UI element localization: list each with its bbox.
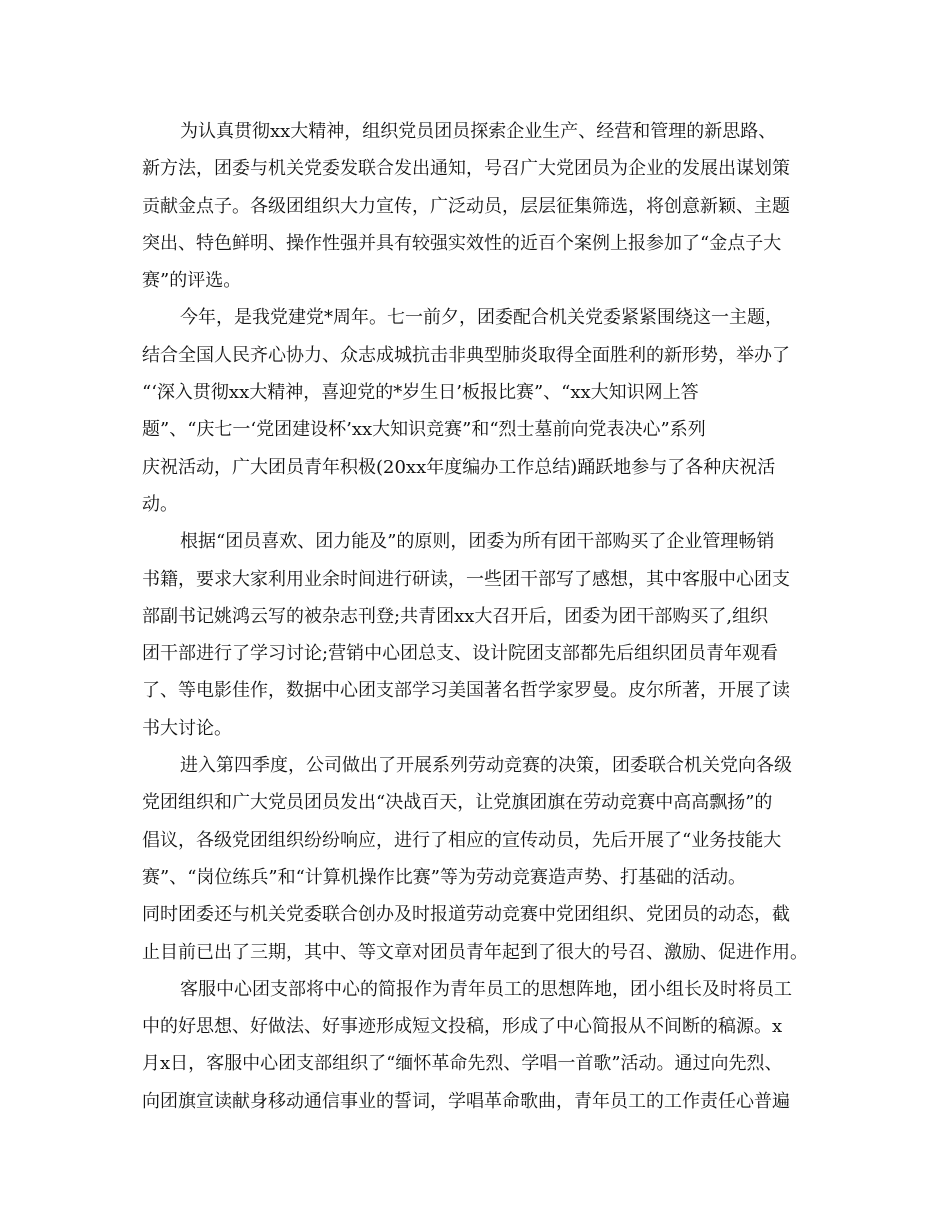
text-line: 新方法，团委与机关党委发联合发出通知，号召广大党团员为企业的发展出谋划策 xyxy=(142,158,790,180)
text-line: 书籍，要求大家利用业余时间进行研读，一些团干部写了感想，其中客服中心团支 xyxy=(142,568,790,590)
text-line: 月x日，客服中心团支部组织了“缅怀革命先烈、学唱一首歌”活动。通过向先烈、 xyxy=(142,1053,783,1075)
text-line: 止目前已出了三期，其中、等文章对团员青年起到了很大的号召、激励、促进作用。 xyxy=(142,941,808,963)
text-line: 了、等电影佳作，数据中心团支部学习美国著名哲学家罗曼。皮尔所著，开展了读 xyxy=(142,680,790,702)
text-line: 赛”、“岗位练兵”和“计算机操作比赛”等为劳动竞赛造声势、打基础的活动。 xyxy=(142,866,747,888)
text-line: 结合全国人民齐心协力、众志成城抗击非典型肺炎取得全面胜利的新形势，举办了 xyxy=(142,344,790,366)
text-line: 动。 xyxy=(142,493,178,515)
text-line: 庆祝活动，广大团员青年积极(20xx年度编办工作总结)踊跃地参与了各种庆祝活 xyxy=(142,456,776,478)
text-line: 今年，是我党建党*周年。七一前夕，团委配合机关党委紧紧围绕这一主题， xyxy=(180,307,783,329)
text-line: 部副书记姚鸿云写的被杂志刊登;共青团xx大召开后，团委为团干部购买了,组织 xyxy=(142,605,769,627)
text-line: 突出、特色鲜明、操作性强并具有较强实效性的近百个案例上报参加了“金点子大 xyxy=(142,232,782,254)
text-line: 团干部进行了学习讨论;营销中心团总支、设计院团支部都先后组织团员青年观看 xyxy=(142,643,779,665)
text-line: 贡献金点子。各级团组织大力宣传，广泛动员，层层征集筛选，将创意新颖、主题 xyxy=(142,195,790,217)
text-line: 客服中心团支部将中心的简报作为青年员工的思想阵地，团小组长及时将员工 xyxy=(180,978,792,1000)
text-line: 向团旗宣读献身移动通信事业的誓词，学唱革命歌曲，青年员工的工作责任心普遍 xyxy=(142,1090,790,1112)
text-line: 倡议，各级党团组织纷纷响应，进行了相应的宣传动员，先后开展了“业务技能大 xyxy=(142,829,782,851)
text-line: 为认真贯彻xx大精神，组织党员团员探索企业生产、经营和管理的新思路、 xyxy=(180,121,777,142)
text-line: 党团组织和广大党员团员发出“决战百天，让党旗团旗在劳动竞赛中高高飘扬”的 xyxy=(142,792,773,814)
text-line: 赛”的评选。 xyxy=(142,270,242,292)
text-line: 题”、“庆七一‘党团建设杯’xx大知识竞赛”和“烈士墓前向党表决心”系列 xyxy=(142,419,706,441)
text-line: 书大讨论。 xyxy=(142,717,232,739)
text-line: 根据“团员喜欢、团力能及”的原则，团委为所有团干部购买了企业管理畅销 xyxy=(180,531,775,553)
text-line: “‘深入贯彻xx大精神，喜迎党的*岁生日’板报比赛”、“xx大知识网上答 xyxy=(142,382,699,404)
text-line: 中的好思想、好做法、好事迹形成短文投稿，形成了中心简报从不间断的稿源。x xyxy=(142,1016,783,1038)
text-line: 同时团委还与机关党委联合创办及时报道劳动竞赛中党团组织、党团员的动态，截 xyxy=(142,904,790,926)
document-body xyxy=(142,113,812,1120)
text-line: 进入第四季度，公司做出了开展系列劳动竞赛的决策，团委联合机关党向各级 xyxy=(180,755,792,777)
